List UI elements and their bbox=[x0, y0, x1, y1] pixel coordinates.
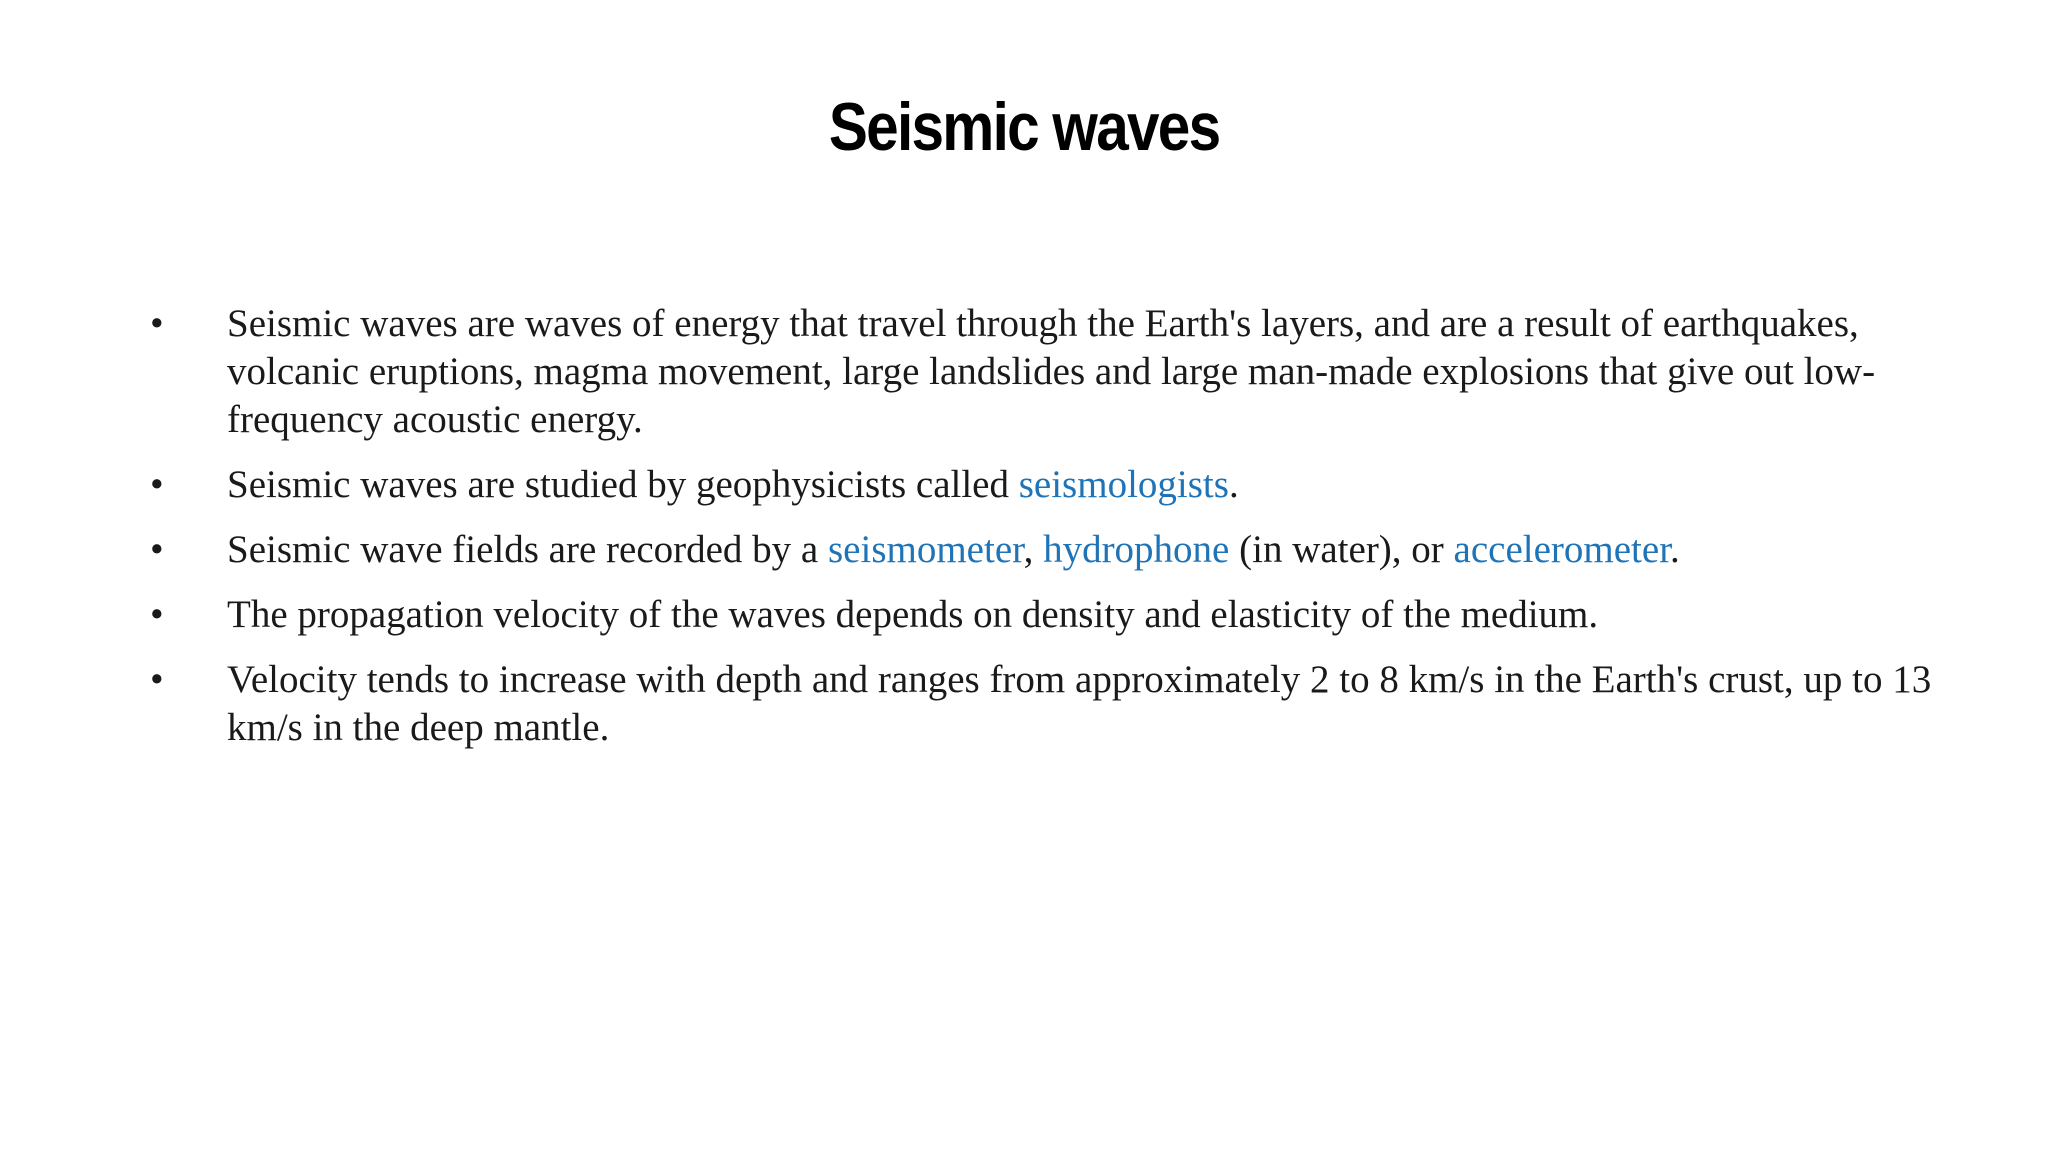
bullet-icon: • bbox=[150, 463, 164, 506]
hydrophone-link[interactable]: hydrophone bbox=[1043, 528, 1230, 571]
bullet-icon: • bbox=[150, 302, 164, 345]
bullet-text-end: . bbox=[1228, 463, 1239, 506]
list-item bbox=[150, 526, 1950, 574]
accelerometer-link[interactable]: accelerometer bbox=[1453, 528, 1671, 571]
list-item bbox=[150, 461, 1950, 509]
bullet-text: Velocity tends to increase with depth and ranges from approximately 2 to 8 km/s in the Earth's crust, up to 13 km/s in the deep mantle. bbox=[227, 658, 1932, 749]
list-item bbox=[150, 656, 1950, 752]
bullet-list bbox=[150, 300, 1950, 769]
bullet-text: The propagation velocity of the waves depends on density and elasticity of the medium. bbox=[227, 593, 1599, 636]
bullet-separator: (in water), or bbox=[1229, 528, 1454, 571]
bullet-icon: • bbox=[150, 528, 164, 571]
bullet-text-end: . bbox=[1670, 528, 1680, 571]
bullet-text: Seismic wave fields are recorded by a bbox=[227, 528, 828, 571]
list-item bbox=[150, 591, 1950, 639]
seismometer-link[interactable]: seismometer bbox=[828, 528, 1024, 571]
bullet-icon: • bbox=[150, 658, 164, 701]
bullet-text: Seismic waves are waves of energy that travel through the Earth's layers, and are a result of earthquakes, volcanic eruptions, magma movement, large landslides and large man-made explosions that give out low-frequency acoustic energy. bbox=[227, 302, 1876, 441]
slide-title: Seismic waves bbox=[828, 89, 1220, 165]
bullet-icon: • bbox=[150, 593, 164, 636]
bullet-text: Seismic waves are studied by geophysicists called bbox=[227, 463, 1019, 506]
list-item bbox=[150, 300, 1950, 444]
bullet-separator: , bbox=[1023, 528, 1044, 571]
seismologists-link[interactable]: seismologists bbox=[1018, 463, 1229, 506]
